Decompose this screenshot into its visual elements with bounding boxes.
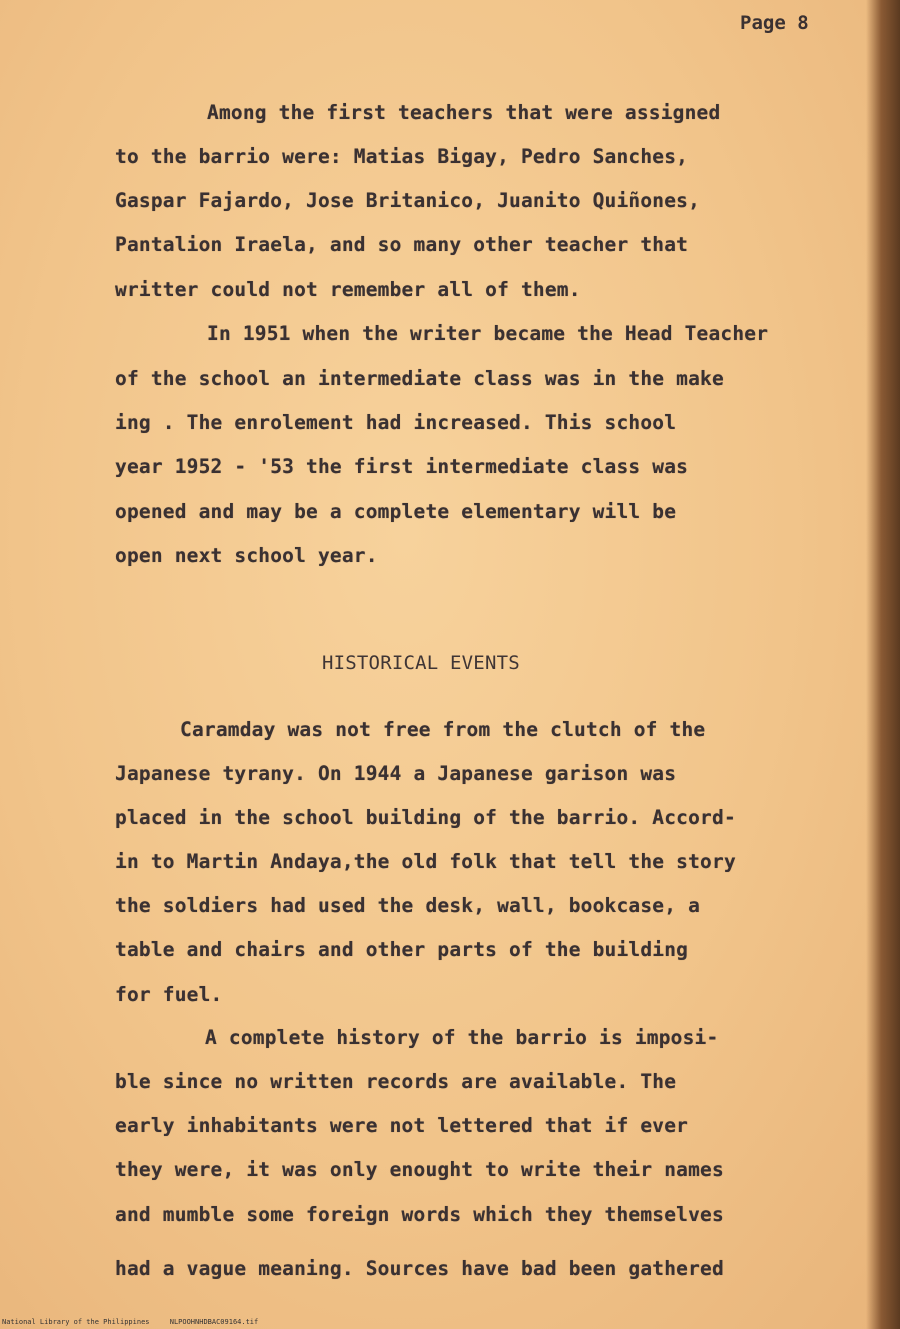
text-line: table and chairs and other parts of the building — [115, 938, 689, 961]
scan-right-edge — [866, 0, 900, 1329]
text-line: Caramday was not free from the clutch of the — [180, 718, 706, 741]
footer-library: National Library of the Philippines — [2, 1318, 150, 1326]
text-line: to the barrio were: Matias Bigay, Pedro Sanches, — [115, 145, 689, 168]
text-line: of the school an intermediate class was in the make — [115, 367, 724, 390]
text-line: writter could not remember all of them. — [115, 278, 581, 301]
text-line: In 1951 when the writer became the Head Teacher — [207, 322, 769, 345]
text-line: ing . The enrolement had increased. This school — [115, 411, 677, 434]
text-line: open next school year. — [115, 544, 378, 567]
text-line: the soldiers had used the desk, wall, bookcase, a — [115, 894, 701, 917]
text-line: A complete history of the barrio is imposi- — [205, 1026, 719, 1049]
text-line: Japanese tyrany. On 1944 a Japanese garison was — [115, 762, 677, 785]
text-line: in to Martin Andaya,the old folk that tell the story — [115, 850, 736, 873]
section-heading: HISTORICAL EVENTS — [322, 652, 520, 674]
text-line: for fuel. — [115, 983, 223, 1006]
text-line: Pantalion Iraela, and so many other teacher that — [115, 233, 689, 256]
text-line: opened and may be a complete elementary will be — [115, 500, 677, 523]
page-number: Page 8 — [740, 12, 809, 34]
text-line: placed in the school building of the barrio. Accord- — [115, 806, 736, 829]
text-line: Gaspar Fajardo, Jose Britanico, Juanito Quiñones, — [115, 189, 701, 212]
text-line: had a vague meaning. Sources have bad been gathered — [115, 1257, 724, 1280]
text-line: Among the first teachers that were assigned — [207, 101, 721, 124]
scan-footer — [2, 1318, 862, 1329]
text-line: and mumble some foreign words which they themselves — [115, 1203, 724, 1226]
text-line: ble since no written records are available. The — [115, 1070, 677, 1093]
text-line: year 1952 - '53 the first intermediate class was — [115, 455, 689, 478]
text-line: early inhabitants were not lettered that if ever — [115, 1114, 689, 1137]
text-line: they were, it was only enought to write their names — [115, 1158, 724, 1181]
footer-file-id: NLPOOHNHDBAC09164.tif — [169, 1318, 259, 1326]
